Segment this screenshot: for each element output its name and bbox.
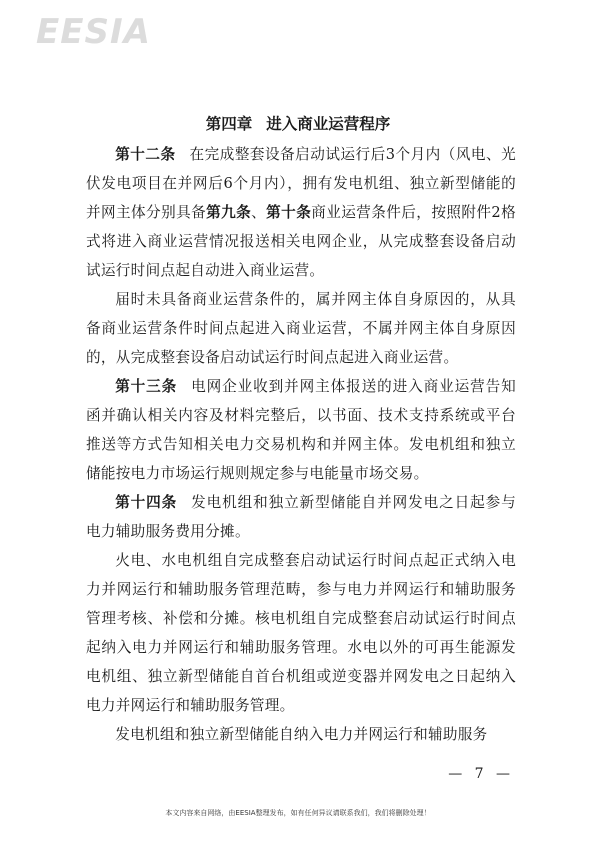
ref-article-9: 第九条	[206, 204, 252, 221]
article-12-paragraph	[86, 140, 516, 285]
chapter-heading	[0, 112, 596, 134]
article-13-paragraph	[86, 372, 516, 488]
ref-separator: 、	[251, 204, 267, 221]
article-14-text: 发电机组和独立新型储能自并网发电之日起参与电力辅助服务费用分摊。	[86, 494, 516, 540]
article-13-text: 电网企业收到并网主体报送的进入商业运营告知函并确认相关内容及材料完整后，以书面、技术支持系统或平台推送等方式告知相关电力交易机构和并网主体。发电机组和独立储能按电力市场运行规则规定参与电能量市场交易。	[86, 378, 516, 482]
article-14-label: 第十四条	[115, 494, 178, 511]
eesia-logo: EESIA	[36, 12, 151, 52]
paragraph-2: 届时未具备商业运营条件的，属并网主体自身原因的，从具备商业运营条件时间点起进入商业运营，不属并网主体自身原因的，从完成整套设备启动试运行时间点起进入商业运营。	[86, 291, 516, 366]
chapter-title: 进入商业运营程序	[266, 115, 391, 133]
article-14-paragraph	[86, 488, 516, 546]
footer-notice: 本文内容来自网络，由EESIA整理发布，如有任何异议请联系我们，我们将删除处理！	[165, 809, 431, 817]
paragraph-5: 火电、水电机组自完成整套启动试运行时间点起正式纳入电力并网运行和辅助服务管理范畴，参与电力并网运行和辅助服务管理考核、补偿和分摊。核电机组自完成整套启动试运行时间点起纳入电力并网运行和辅助服务管理。水电以外的可再生能源发电机组、独立新型储能自首台机组或逆变器并网发电之日起纳入电力并网运行和辅助服务管理。	[86, 552, 516, 714]
ref-article-10: 第十条	[266, 204, 312, 221]
article-12-text-a: 在完成整套设备启动试运行后3个月内（风电、光伏发电项目在并网后6个月内），拥有发电机组、独立新型储能的并网主体分别具备	[86, 146, 516, 221]
article-12-text-b: 商业运营条件后，按照附件2格式将进入商业运营情况报送相关电网企业，从完成整套设备启动试运行时间点起自动进入商业运营。	[86, 204, 516, 279]
article-13-label: 第十三条	[115, 378, 178, 395]
page-number: — 7 —	[448, 766, 514, 782]
chapter-number: 第四章	[205, 115, 253, 133]
article-12-label: 第十二条	[115, 146, 176, 163]
paragraph-6: 发电机组和独立新型储能自纳入电力并网运行和辅助服务	[115, 726, 488, 743]
